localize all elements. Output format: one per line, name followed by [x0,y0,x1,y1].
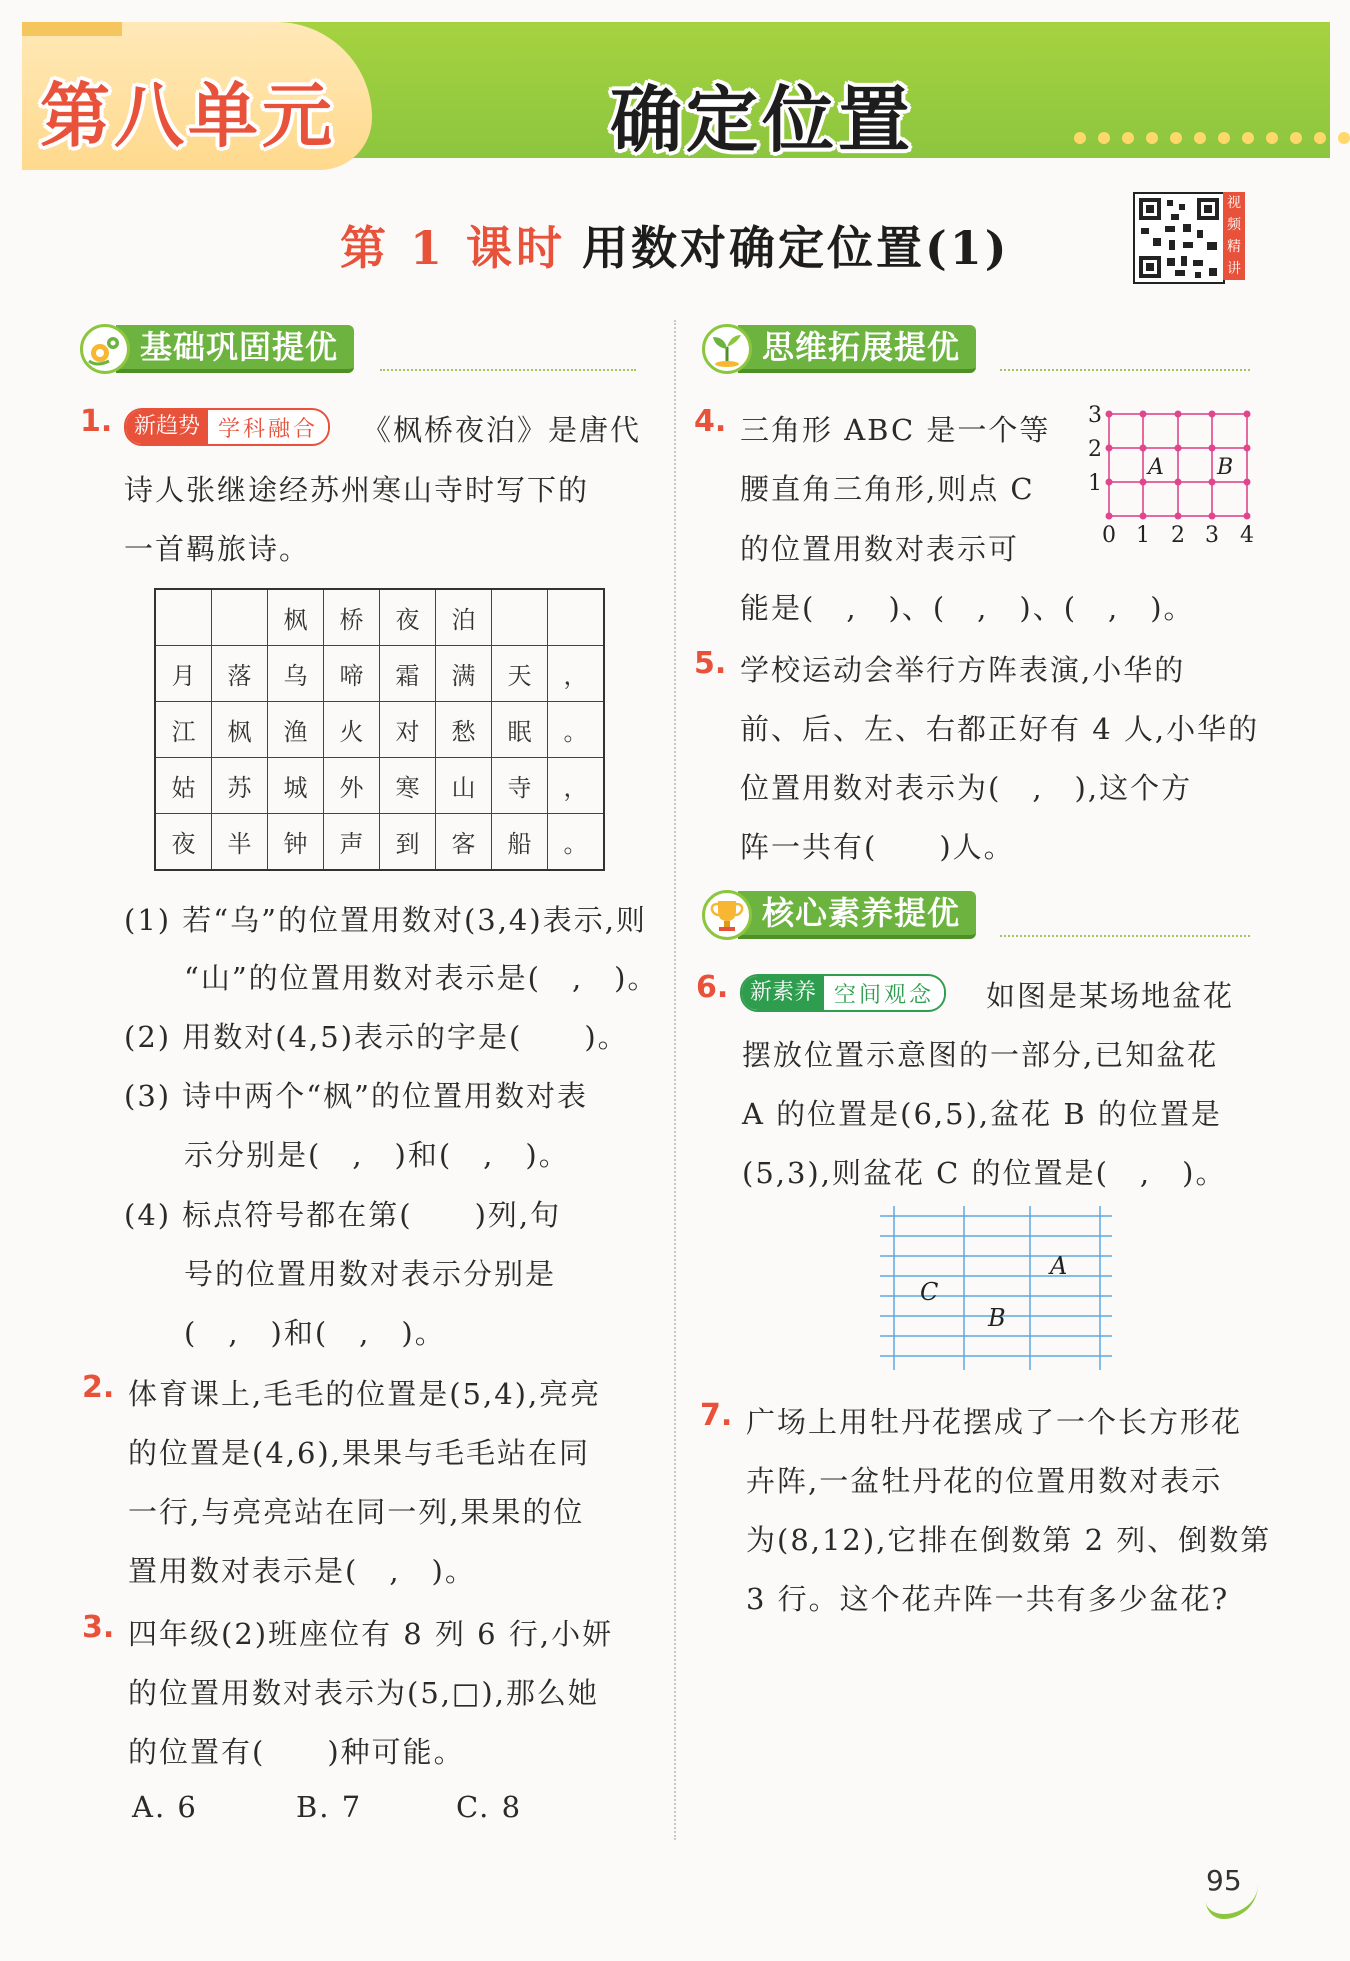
poem-row [155,758,604,814]
poem-grid-table [154,588,605,871]
poem-cell: 钟 [268,814,324,871]
poem-row [155,814,604,871]
q1-sub-4-end: ( , )和( , )。 [184,1316,446,1350]
poem-cell: 火 [324,702,380,758]
q3-line-2: 的位置用数对表示为(5,□),那么她 [128,1676,599,1710]
q3-option-c: C. 8 [456,1790,523,1824]
poem-cell: 夜 [380,589,436,646]
poem-cell: 满 [436,646,492,702]
banner-dots [1074,132,1350,144]
poem-cell: 寒 [380,758,436,814]
poem-cell: 啼 [324,646,380,702]
q1-sub-3: (3) 诗中两个“枫”的位置用数对表 [124,1079,588,1113]
poem-cell: 寺 [492,758,548,814]
q2-line-1: 体育课上,毛毛的位置是(5,4),亮亮 [128,1377,602,1411]
section-thinking [702,324,976,374]
q1-sub-4-cont: 号的位置用数对表示分别是 [184,1257,557,1291]
qr-code-pattern [1135,194,1223,282]
poem-row [155,702,604,758]
q4-x-tick-4: 4 [1240,523,1254,548]
poem-cell: 到 [380,814,436,871]
poem-cell: 渔 [268,702,324,758]
q5-line-3: 位置用数对表示为( , ),这个方 [740,771,1193,805]
q6-line-4: (5,3),则盆花 C 的位置是( , )。 [742,1156,1227,1190]
q1-line-3: 一首羁旅诗。 [124,532,311,566]
poem-cell: 霜 [380,646,436,702]
section-basic-rule [380,369,636,371]
q7-line-4: 3 行。这个花卉阵一共有多少盆花? [746,1582,1230,1616]
section-basic-title: 基础巩固提优 [116,325,354,373]
q6-line-1: 如图是某场地盆花 [986,979,1235,1013]
poem-cell: 落 [212,646,268,702]
poem-cell: 愁 [436,702,492,758]
q2-line-3: 一行,与亮亮站在同一列,果果的位 [128,1495,585,1529]
section-thinking-title: 思维拓展提优 [738,325,976,373]
trophy-icon [702,890,752,940]
poem-cell [155,589,212,646]
q1-tag-primary: 新趋势 [126,410,208,444]
poem-cell: 姑 [155,758,212,814]
q5-line-2: 前、后、左、右都正好有 4 人,小华的 [740,712,1260,746]
q4-line-3: 的位置用数对表示可 [740,532,1020,566]
q1-sub-1-cont: “山”的位置用数对表示是( , )。 [184,961,659,995]
section-core-rule [1000,935,1250,937]
poem-cell: 山 [436,758,492,814]
question-5-number: 5. [694,646,727,681]
q4-x-tick-0: 0 [1102,523,1116,548]
q7-line-2: 卉阵,一盆牡丹花的位置用数对表示 [746,1464,1223,1498]
poem-cell: 夜 [155,814,212,871]
q3-option-a: A. 6 [132,1790,198,1824]
q6-line-3: A 的位置是(6,5),盆花 B 的位置是 [742,1097,1222,1131]
lesson-name: 用数对确定位置(1) [582,221,1010,275]
section-basic [80,324,354,374]
q1-sub-1: (1) 若“乌”的位置用数对(3,4)表示,则 [124,903,647,937]
q6-flowerbed-grid [880,1206,1112,1370]
poem-cell: 城 [268,758,324,814]
q1-sub-4: (4) 标点符号都在第( )列,句 [124,1198,562,1232]
poem-cell: 。 [548,702,605,758]
qr-side-label: 视频精讲 [1223,192,1245,280]
poem-cell: 眠 [492,702,548,758]
q4-x-tick-2: 2 [1171,523,1185,548]
q1-tag [124,408,330,446]
question-3-number: 3. [82,1610,115,1645]
poem-cell: ， [548,758,605,814]
unit-tab-accent [22,22,122,36]
q5-line-4: 阵一共有( )人。 [740,830,1015,864]
poem-cell: 桥 [324,589,380,646]
poem-cell [492,589,548,646]
poem-cell: 船 [492,814,548,871]
poem-cell: 枫 [268,589,324,646]
q3-option-b: B. 7 [296,1790,363,1824]
page-number: 95 [1206,1864,1242,1897]
poem-cell: 月 [155,646,212,702]
unit-title: 第八单元 [40,75,336,157]
poem-cell: 枫 [212,702,268,758]
column-divider [674,320,676,1840]
q4-y-tick-3: 3 [1088,403,1102,428]
poem-cell: 。 [548,814,605,871]
q6-point-c: C [920,1278,939,1306]
q1-sub-3-cont: 示分别是( , )和( , )。 [184,1138,570,1172]
poem-cell: 声 [324,814,380,871]
q4-coordinate-grid [1088,402,1258,552]
poem-cell: 乌 [268,646,324,702]
poem-cell: 天 [492,646,548,702]
section-core [702,890,976,940]
q1-line-1: 《枫桥夜泊》是唐代 [362,413,642,447]
q4-line-2: 腰直角三角形,则点 C [740,472,1035,506]
q1-line-2: 诗人张继途经苏州寒山寺时写下的 [124,473,590,507]
question-7-number: 7. [700,1398,733,1433]
question-1-number: 1. [80,404,113,439]
q6-point-a: A [1050,1252,1068,1280]
q4-x-tick-3: 3 [1205,523,1219,548]
lesson-number: 第 1 课时 [340,221,567,275]
q4-line-4: 能是( , )、( , )、( , )。 [740,591,1195,625]
sprout-icon [702,324,752,374]
q6-tag [740,974,946,1012]
chapter-title: 确定位置 [610,78,915,162]
q6-line-2: 摆放位置示意图的一部分,已知盆花 [742,1038,1219,1072]
poem-cell: 对 [380,702,436,758]
poem-cell: 半 [212,814,268,871]
q1-sub-2: (2) 用数对(4,5)表示的字是( )。 [124,1020,629,1054]
poem-cell: 苏 [212,758,268,814]
question-4-number: 4. [694,404,727,439]
q7-line-3: 为(8,12),它排在倒数第 2 列、倒数第 [746,1523,1272,1557]
question-6-number: 6. [696,970,729,1005]
q4-y-tick-1: 1 [1088,471,1102,496]
poem-cell [548,589,605,646]
section-thinking-rule [1000,369,1250,371]
q7-line-1: 广场上用牡丹花摆成了一个长方形花 [746,1405,1243,1439]
q1-tag-secondary: 学科融合 [208,412,328,443]
poem-cell: 外 [324,758,380,814]
q6-tag-secondary: 空间观念 [824,978,944,1009]
q6-tag-primary: 新素养 [742,976,824,1010]
section-core-title: 核心素养提优 [738,891,976,939]
q4-point-b: B [1217,455,1234,480]
q4-y-tick-2: 2 [1088,437,1102,462]
q4-x-tick-1: 1 [1136,523,1150,548]
q6-point-b: B [988,1304,1006,1332]
poem-row [155,589,604,646]
q5-line-1: 学校运动会举行方阵表演,小华的 [740,653,1186,687]
poem-cell: 江 [155,702,212,758]
poem-cell [212,589,268,646]
q3-line-1: 四年级(2)班座位有 8 列 6 行,小妍 [128,1617,614,1651]
poem-cell: ， [548,646,605,702]
q2-line-2: 的位置是(4,6),果果与毛毛站在同 [128,1436,590,1470]
q2-line-4: 置用数对表示是( , )。 [128,1554,476,1588]
poem-cell: 客 [436,814,492,871]
poem-row [155,646,604,702]
q4-line-1: 三角形 ABC 是一个等 [740,413,1051,447]
poem-cell: 泊 [436,589,492,646]
qr-code[interactable] [1133,192,1225,284]
q3-line-3: 的位置有( )种可能。 [128,1735,465,1769]
q4-point-a: A [1148,455,1164,480]
gear-icon [80,324,130,374]
question-2-number: 2. [82,1370,115,1405]
